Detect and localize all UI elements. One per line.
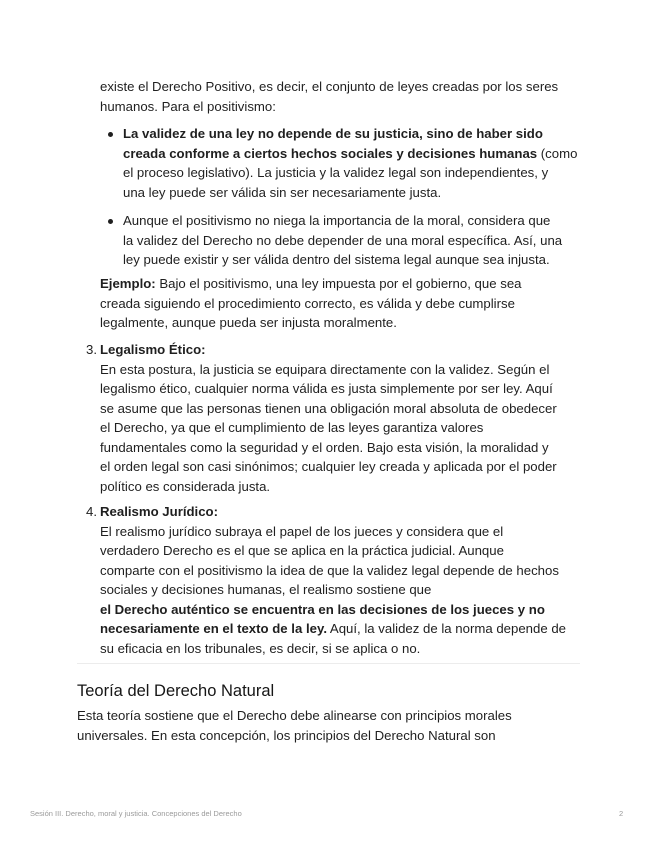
bullet-line: la validez del Derecho no debe depender de una moral específica. Así, una bbox=[123, 232, 563, 248]
bullet-line: el proceso legislativo). La justicia y la validez legal son independientes, y bbox=[123, 165, 549, 180]
example-label: Ejemplo: bbox=[100, 276, 156, 291]
item-line: el orden legal son casi sinónimos; cualquier ley creada y aplicada por el poder bbox=[100, 459, 557, 474]
item-title: Legalismo Ético: bbox=[100, 342, 206, 357]
item-line: sociales y decisiones humanas, el realismo sostiene que bbox=[100, 582, 432, 597]
example-line: legalmente, aunque pueda ser injusta moralmente. bbox=[100, 315, 397, 330]
item-line: comparte con el positivismo la idea de que la validez legal depende de hechos bbox=[100, 562, 559, 578]
bullet-dot-icon bbox=[108, 132, 113, 137]
intro-line: humanos. Para el positivismo: bbox=[100, 98, 276, 114]
item-line: se asume que las personas tienen una obligación moral absoluta de obedecer bbox=[100, 400, 557, 416]
page-number: 2 bbox=[619, 809, 624, 818]
intro-line: existe el Derecho Positivo, es decir, el conjunto de leyes creadas por los seres bbox=[100, 79, 559, 94]
item-bold-line: el Derecho auténtico se encuentra en las decisiones de los jueces y no bbox=[100, 601, 545, 617]
item-line: su eficacia en los tribunales, es decir, si se aplica o no. bbox=[100, 640, 421, 656]
footer-title: Sesión III. Derecho, moral y justicia. Concepciones del Derecho bbox=[30, 809, 242, 818]
list-item-realismo-juridico bbox=[77, 502, 580, 658]
item-line: el Derecho, ya que el cumplimiento de las leyes garantiza valores bbox=[100, 420, 484, 435]
intro-paragraph bbox=[100, 77, 580, 116]
section-line: universales. En esta concepción, los principios del Derecho Natural son bbox=[77, 727, 496, 743]
list-number: 3. bbox=[86, 342, 97, 357]
item-line: Aquí, la validez de la norma depende de bbox=[326, 621, 566, 636]
item-line: verdadero Derecho es el que se aplica en la práctica judicial. Aunque bbox=[100, 543, 504, 558]
example-line: creada siguiendo el procedimiento correcto, es válida y debe cumplirse bbox=[100, 295, 515, 311]
bullet-bold-line: La validez de una ley no depende de su justicia, sino de haber sido bbox=[123, 126, 543, 141]
section-paragraph bbox=[77, 706, 580, 745]
item-line: En esta postura, la justicia se equipara directamente con la validez. Según el bbox=[100, 361, 550, 377]
bullet-item bbox=[100, 211, 580, 270]
bullet-line: (como bbox=[537, 145, 578, 161]
section-divider bbox=[77, 663, 580, 664]
item-title: Realismo Jurídico: bbox=[100, 504, 218, 519]
bullet-item bbox=[100, 124, 580, 202]
list-number: 4. bbox=[86, 504, 97, 519]
bullet-line: Aunque el positivismo no niega la importancia de la moral, considera que bbox=[123, 213, 551, 228]
item-bold-line: necesariamente en el texto de la ley. bbox=[100, 621, 327, 636]
bullet-dot-icon bbox=[108, 219, 113, 224]
bullet-bold-line: creada conforme a ciertos hechos sociales y decisiones humanas bbox=[123, 145, 538, 161]
item-line: El realismo jurídico subraya el papel de los jueces y considera que el bbox=[100, 523, 504, 539]
bullet-line: una ley puede ser válida sin ser necesariamente justa. bbox=[123, 184, 442, 200]
section-heading: Teoría del Derecho Natural bbox=[77, 682, 275, 700]
item-line: legalismo ético, cualquier norma válida es justa simplemente por ser ley. Aquí bbox=[100, 381, 553, 396]
example-line: Bajo el positivismo, una ley impuesta por el gobierno, que sea bbox=[155, 276, 522, 291]
bullet-line: ley puede existir y ser válida dentro del sistema legal aunque sea injusta. bbox=[123, 252, 550, 267]
example-paragraph bbox=[100, 274, 580, 333]
section-line: Esta teoría sostiene que el Derecho debe alinearse con principios morales bbox=[77, 708, 512, 723]
item-line: político es considerada justa. bbox=[100, 478, 271, 494]
item-line: fundamentales como la seguridad y el orden. Bajo esta visión, la moralidad y bbox=[100, 439, 549, 455]
positivism-bullet-list bbox=[100, 124, 580, 270]
list-item-legalismo-etico bbox=[77, 340, 580, 496]
